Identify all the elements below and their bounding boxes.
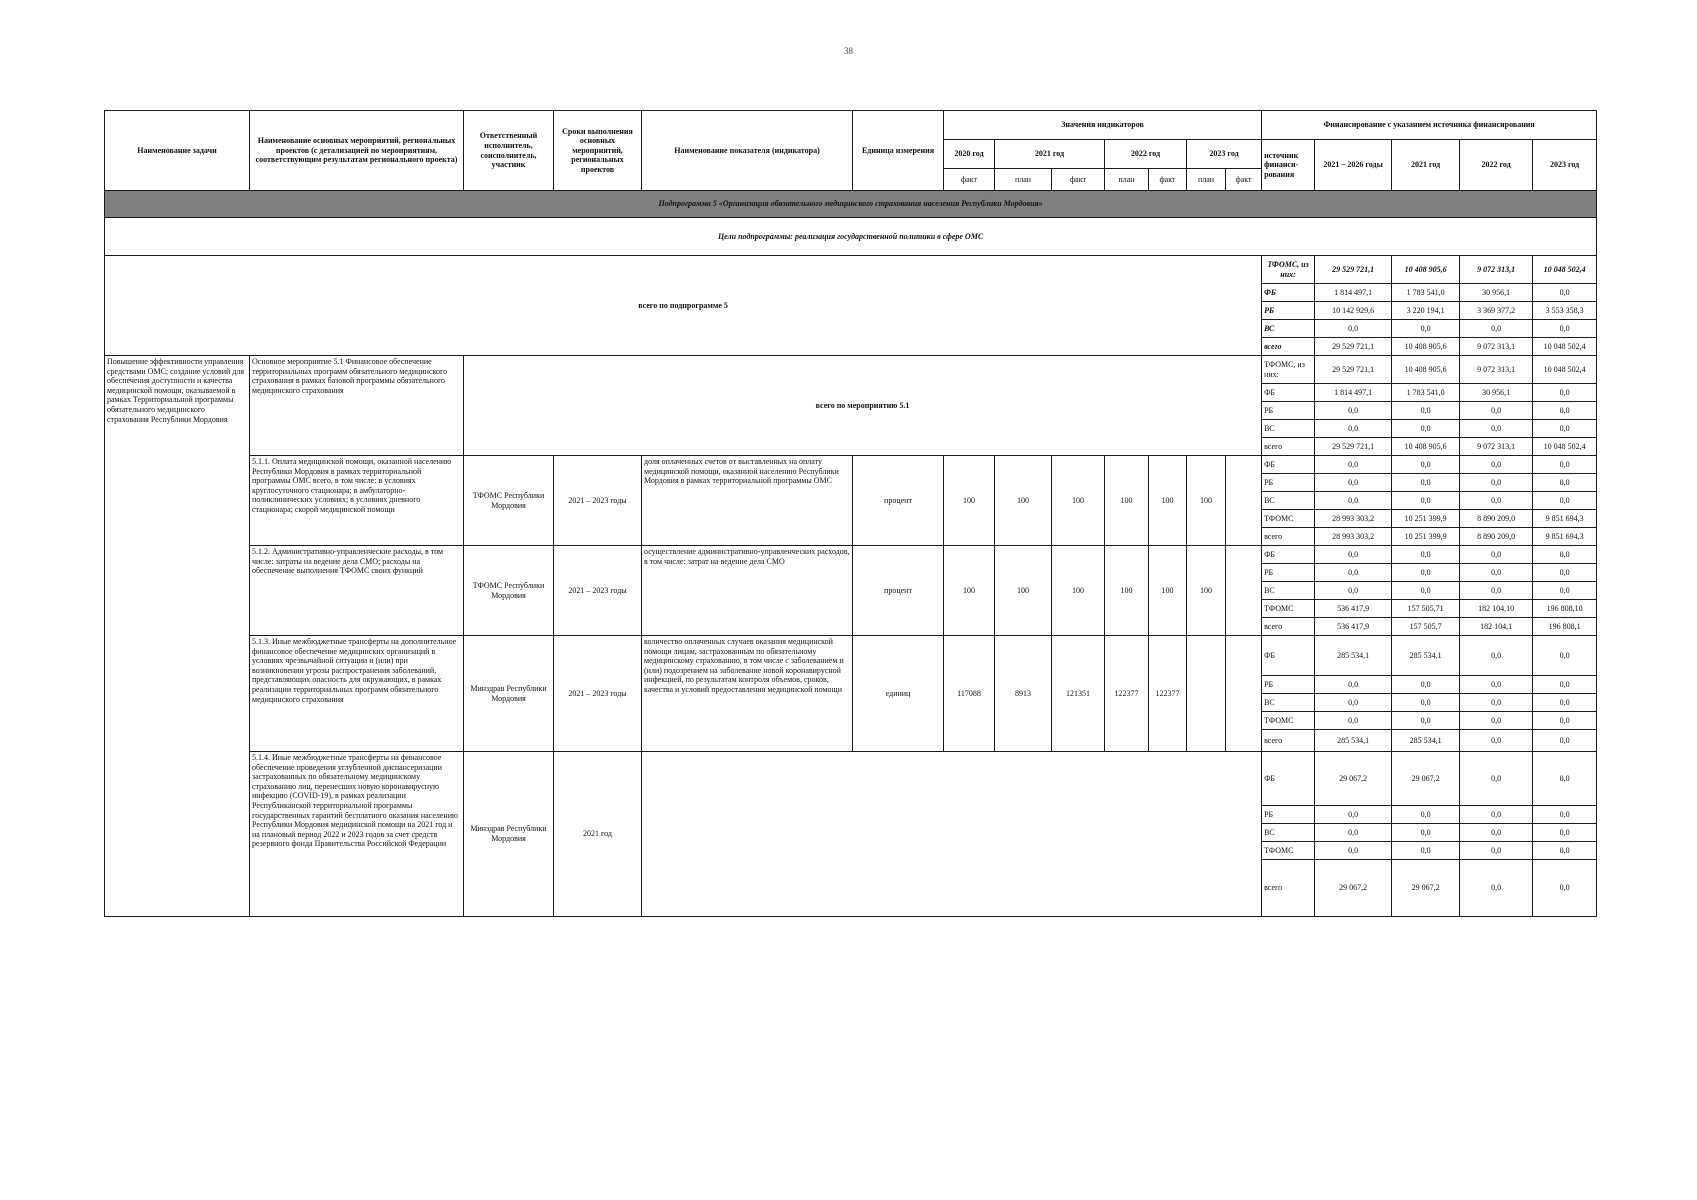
fin-value: 10 408 905,6 [1392, 338, 1460, 356]
header-2022: 2022 год [1105, 140, 1187, 169]
fin-value: 285 534,1 [1392, 730, 1460, 752]
fin-value: 0,0 [1460, 824, 1533, 842]
fin-source: всего [1262, 438, 1315, 456]
fin-value: 0,0 [1460, 320, 1533, 338]
header-2020: 2020 год [944, 140, 995, 169]
fin-value: 0,0 [1533, 474, 1597, 492]
fin-value: 0,0 [1392, 456, 1460, 474]
subprogram-goal: Цели подпрограммы: реализация государственной политики в сфере ОМС [105, 218, 1597, 256]
event-indicator-empty [642, 752, 1262, 917]
fin-value: 10 408 905,6 [1392, 356, 1460, 384]
fin-value: 0,0 [1392, 842, 1460, 860]
fin-value: 1 783 541,0 [1392, 384, 1460, 402]
fin-value: 157 505,71 [1392, 600, 1460, 618]
header-2021-fact: факт [1052, 169, 1105, 191]
event-responsible: Минздрав Республики Мордовия [464, 636, 554, 752]
indicator-value: 100 [995, 546, 1052, 636]
fin-value: 536 417,9 [1315, 618, 1392, 636]
fin-value: 0,0 [1460, 752, 1533, 806]
indicator-value: 100 [944, 456, 995, 546]
fin-source: ВС [1262, 694, 1315, 712]
fin-value: 29 529 721,1 [1315, 438, 1392, 456]
fin-value: 29 067,2 [1315, 752, 1392, 806]
program-table [104, 110, 1597, 917]
fin-value: 0,0 [1315, 806, 1392, 824]
fin-value: 1 783 541,0 [1392, 284, 1460, 302]
indicator-value: 117088 [944, 636, 995, 752]
fin-source: РБ [1262, 402, 1315, 420]
event-indicator: осуществление административно-управленческих расходов, в том числе: затрат на ведение дела СМО [642, 546, 853, 636]
fin-value: 536 417,9 [1315, 600, 1392, 618]
fin-value: 9 072 313,1 [1460, 438, 1533, 456]
fin-value: 10 251 399,9 [1392, 528, 1460, 546]
fin-value: 10 408 905,6 [1392, 438, 1460, 456]
header-task: Наименование задачи [105, 111, 250, 191]
header-f-2023: 2023 год [1533, 140, 1597, 191]
fin-value: 0,0 [1392, 694, 1460, 712]
fin-value: 0,0 [1315, 492, 1392, 510]
fin-value: 0,0 [1533, 806, 1597, 824]
fin-value: 0,0 [1315, 320, 1392, 338]
fin-value: 28 993 303,2 [1315, 528, 1392, 546]
fin-value: 0,0 [1533, 492, 1597, 510]
fin-value: 0,0 [1460, 420, 1533, 438]
fin-value: 0,0 [1392, 676, 1460, 694]
header-2022-plan: план [1105, 169, 1149, 191]
fin-value: 0,0 [1533, 752, 1597, 806]
fin-value: 0,0 [1315, 824, 1392, 842]
fin-source: ФБ [1262, 384, 1315, 402]
indicator-value: 100 [944, 546, 995, 636]
fin-value: 0,0 [1533, 456, 1597, 474]
header-responsible: Ответственный исполнитель, соисполнитель, участник [464, 111, 554, 191]
fin-value: 0,0 [1315, 694, 1392, 712]
indicator-value [1187, 636, 1226, 752]
fin-value: 8 890 209,0 [1460, 510, 1533, 528]
fin-value: 0,0 [1460, 860, 1533, 917]
header-events: Наименование основных мероприятий, региональных проектов (с детализацией по мероприятиям, соответствующим результатам регионального проекта) [250, 111, 464, 191]
fin-value: 0,0 [1460, 712, 1533, 730]
fin-source: всего [1262, 338, 1315, 356]
fin-value: 9 072 313,1 [1460, 338, 1533, 356]
fin-value: 196 808,10 [1533, 600, 1597, 618]
fin-value: 285 534,1 [1315, 730, 1392, 752]
fin-value: 0,0 [1460, 636, 1533, 676]
header-f-total: 2021 – 2026 годы [1315, 140, 1392, 191]
fin-value: 29 067,2 [1392, 752, 1460, 806]
event-unit: процент [853, 546, 944, 636]
fin-value: 0,0 [1315, 676, 1392, 694]
indicator-value [1226, 546, 1262, 636]
fin-value: 30 956,1 [1460, 284, 1533, 302]
indicator-value: 122377 [1105, 636, 1149, 752]
fin-value: 10 408 905,6 [1392, 256, 1460, 284]
fin-value: 0,0 [1533, 582, 1597, 600]
header-f-2021: 2021 год [1392, 140, 1460, 191]
header-2021: 2021 год [995, 140, 1105, 169]
fin-source: ТФОМС, из них: [1262, 256, 1315, 284]
fin-value: 0,0 [1460, 806, 1533, 824]
header-terms: Сроки выполнения основных мероприятий, региональных проектов [554, 111, 642, 191]
fin-value: 0,0 [1315, 456, 1392, 474]
fin-value: 3 553 358,3 [1533, 302, 1597, 320]
indicator-value: 121351 [1052, 636, 1105, 752]
event-term: 2021 – 2023 годы [554, 636, 642, 752]
fin-value: 0,0 [1315, 420, 1392, 438]
fin-value: 0,0 [1533, 420, 1597, 438]
fin-value: 0,0 [1533, 860, 1597, 917]
fin-value: 29 529 721,1 [1315, 256, 1392, 284]
event-unit: процент [853, 456, 944, 546]
fin-value: 0,0 [1533, 824, 1597, 842]
fin-value: 0,0 [1392, 546, 1460, 564]
fin-value: 285 534,1 [1392, 636, 1460, 676]
indicator-value: 100 [1187, 546, 1226, 636]
indicator-value: 100 [1052, 456, 1105, 546]
fin-value: 9 072 313,1 [1460, 356, 1533, 384]
fin-source: всего [1262, 860, 1315, 917]
fin-value: 0,0 [1392, 492, 1460, 510]
fin-value: 0,0 [1533, 384, 1597, 402]
task-name: Повышение эффективности управления средствами ОМС; создание условий для обеспечения доступности и качества медицинской помощи, оказываемой в рамках Территориальной программы обязательного медицинского страхования Республики Мордовия [105, 356, 250, 456]
fin-value: 0,0 [1460, 456, 1533, 474]
fin-value: 1 814 497,1 [1315, 384, 1392, 402]
fin-source: ТФОМС [1262, 712, 1315, 730]
fin-value: 0,0 [1392, 474, 1460, 492]
fin-value: 1 814 497,1 [1315, 284, 1392, 302]
fin-value: 0,0 [1533, 636, 1597, 676]
event-term: 2021 – 2023 годы [554, 456, 642, 546]
fin-value: 30 956,1 [1460, 384, 1533, 402]
fin-source: ВС [1262, 492, 1315, 510]
fin-value: 0,0 [1533, 694, 1597, 712]
fin-source: ВС [1262, 320, 1315, 338]
indicator-value: 100 [1052, 546, 1105, 636]
fin-value: 0,0 [1392, 582, 1460, 600]
fin-source: ТФОМС [1262, 510, 1315, 528]
event-term: 2021 год [554, 752, 642, 917]
fin-source: РБ [1262, 564, 1315, 582]
fin-value: 0,0 [1315, 842, 1392, 860]
indicator-value [1226, 456, 1262, 546]
header-indicator: Наименование показателя (индикатора) [642, 111, 853, 191]
fin-value: 0,0 [1392, 402, 1460, 420]
fin-value: 182 104,10 [1460, 600, 1533, 618]
fin-source: ВС [1262, 582, 1315, 600]
fin-value: 285 534,1 [1315, 636, 1392, 676]
event-indicator: доля оплаченных счетов от выставленных на оплату медицинской помощи, оказанной населению Республики Мордовия в рамках территориальной программы ОМС [642, 456, 853, 546]
header-source: источник финанси-рования [1262, 140, 1315, 191]
fin-value: 0,0 [1315, 474, 1392, 492]
total-subprogram-label: всего по подпрограмме 5 [105, 256, 1262, 356]
fin-source: ФБ [1262, 752, 1315, 806]
event-unit: единиц [853, 636, 944, 752]
fin-value: 157 505,7 [1392, 618, 1460, 636]
event-indicator: количество оплаченных случаев оказания медицинской помощи лицам, застрахованным по обязательному медицинскому страхованию, в том числе с заболеванием и (или) подозрением на заболевание новой коронавирусной инфекцией, по результатам контроля объемов, сроков, качества и условий предоставления медицинской помощи [642, 636, 853, 752]
fin-value: 0,0 [1392, 320, 1460, 338]
fin-source: ФБ [1262, 456, 1315, 474]
event-name: 5.1.2. Административно-управленческие расходы, в том числе: затраты на ведение дела СМО; расходы на обеспечение выполнения ТФОМС своих функций [250, 546, 464, 636]
fin-value: 0,0 [1315, 546, 1392, 564]
fin-source: ТФОМС, из них: [1262, 356, 1315, 384]
fin-source: РБ [1262, 474, 1315, 492]
event-responsible: ТФОМС Республики Мордовия [464, 456, 554, 546]
fin-value: 0,0 [1533, 402, 1597, 420]
fin-value: 0,0 [1533, 676, 1597, 694]
fin-value: 0,0 [1533, 842, 1597, 860]
fin-source: ТФОМС [1262, 600, 1315, 618]
event-name: 5.1.4. Иные межбюджетные трансферты на финансовое обеспечение проведения углубленной диспансеризации застрахованных по обязательному медицинскому страхованию лиц, перенесших новую коронавирусную инфекцию (COVID-19), в рамках реализации Республиканской территориальной программы государственных гарантий бесплатного оказания населению Республики Мордовия медицинской помощи на 2021 год и на плановый период 2022 и 2023 годов за счет средств резервного фонда Правительства Российской Федерации [250, 752, 464, 917]
fin-value: 0,0 [1392, 712, 1460, 730]
indicator-value: 100 [1149, 546, 1187, 636]
fin-value: 9 851 694,3 [1533, 510, 1597, 528]
fin-value: 0,0 [1315, 564, 1392, 582]
fin-value: 0,0 [1533, 564, 1597, 582]
fin-value: 0,0 [1460, 582, 1533, 600]
fin-value: 0,0 [1392, 564, 1460, 582]
fin-value: 29 067,2 [1315, 860, 1392, 917]
indicator-value: 100 [1149, 456, 1187, 546]
header-financing: Финансирование с указанием источника финансирования [1262, 111, 1597, 140]
fin-source: ВС [1262, 824, 1315, 842]
indicator-value: 100 [1105, 456, 1149, 546]
fin-source: ВС [1262, 420, 1315, 438]
event-responsible: ТФОМС Республики Мордовия [464, 546, 554, 636]
event-main-label: всего по мероприятию 5.1 [464, 356, 1262, 456]
indicator-value: 122377 [1149, 636, 1187, 752]
fin-value: 9 072 313,1 [1460, 256, 1533, 284]
fin-source: РБ [1262, 302, 1315, 320]
fin-value: 0,0 [1460, 676, 1533, 694]
fin-value: 10 142 929,6 [1315, 302, 1392, 320]
fin-value: 10 251 399,9 [1392, 510, 1460, 528]
fin-value: 196 808,1 [1533, 618, 1597, 636]
header-2020-fact: факт [944, 169, 995, 191]
header-2023-plan: план [1187, 169, 1226, 191]
fin-value: 0,0 [1315, 582, 1392, 600]
fin-value: 0,0 [1460, 402, 1533, 420]
fin-value: 0,0 [1533, 284, 1597, 302]
header-2023: 2023 год [1187, 140, 1262, 169]
fin-source: ФБ [1262, 636, 1315, 676]
fin-value: 0,0 [1315, 712, 1392, 730]
indicator-value: 100 [995, 456, 1052, 546]
fin-value: 28 993 303,2 [1315, 510, 1392, 528]
indicator-value: 100 [1187, 456, 1226, 546]
event-name: 5.1.3. Иные межбюджетные трансферты на дополнительное финансовое обеспечение медицинских организаций в условиях чрезвычайной ситуации и (или) при возникновении угрозы распространения заболеваний, представляющих опасность для окружающих, в рамках реализации территориальных программ обязательного медицинского страхования [250, 636, 464, 752]
header-f-2022: 2022 год [1460, 140, 1533, 191]
fin-value: 0,0 [1460, 694, 1533, 712]
indicator-value: 100 [1105, 546, 1149, 636]
fin-value: 0,0 [1315, 402, 1392, 420]
fin-value: 29 067,2 [1392, 860, 1460, 917]
fin-value: 10 048 502,4 [1533, 356, 1597, 384]
fin-value: 10 048 502,4 [1533, 256, 1597, 284]
fin-value: 0,0 [1392, 824, 1460, 842]
fin-source: РБ [1262, 676, 1315, 694]
fin-source: ТФОМС [1262, 842, 1315, 860]
header-2023-fact: факт [1226, 169, 1262, 191]
fin-value: 9 851 694,3 [1533, 528, 1597, 546]
fin-value: 182 104,1 [1460, 618, 1533, 636]
fin-value: 0,0 [1533, 712, 1597, 730]
fin-value: 10 048 502,4 [1533, 338, 1597, 356]
fin-value: 0,0 [1460, 546, 1533, 564]
fin-value: 0,0 [1533, 730, 1597, 752]
event-name: 5.1.1. Оплата медицинской помощи, оказанной населению Республики Мордовия в рамках территориальной программы ОМС всего, в том числе: в условиях круглосуточного стационара; в амбулаторно-поликлинических условиях; в условиях дневного стационара; скорой медицинской помощи [250, 456, 464, 546]
header-2021-plan: план [995, 169, 1052, 191]
indicator-value: 8913 [995, 636, 1052, 752]
fin-value: 0,0 [1460, 474, 1533, 492]
fin-source: всего [1262, 730, 1315, 752]
fin-value: 3 369 377,2 [1460, 302, 1533, 320]
fin-value: 0,0 [1460, 842, 1533, 860]
fin-value: 8 890 209,0 [1460, 528, 1533, 546]
fin-value: 0,0 [1533, 546, 1597, 564]
fin-source: всего [1262, 618, 1315, 636]
fin-source: всего [1262, 528, 1315, 546]
indicator-value [1226, 636, 1262, 752]
fin-source: ФБ [1262, 546, 1315, 564]
page-number: 38 [844, 46, 853, 56]
fin-value: 0,0 [1392, 806, 1460, 824]
event-main-name: Основное мероприятие 5.1 Финансовое обеспечение территориальных программ обязательного медицинского страхования в рамках базовой программы обязательного медицинского страхования [250, 356, 464, 456]
fin-source: ФБ [1262, 284, 1315, 302]
event-responsible: Минздрав Республики Мордовия [464, 752, 554, 917]
fin-value: 0,0 [1533, 320, 1597, 338]
subprogram-title: Подпрограмма 5 «Организация обязательного медицинского страхования населения Республики Мордовия» [105, 191, 1597, 218]
fin-value: 0,0 [1460, 564, 1533, 582]
event-term: 2021 – 2023 годы [554, 546, 642, 636]
fin-value: 0,0 [1392, 420, 1460, 438]
task-column-continuation [105, 456, 250, 917]
fin-value: 0,0 [1460, 730, 1533, 752]
fin-value: 29 529 721,1 [1315, 338, 1392, 356]
fin-value: 0,0 [1460, 492, 1533, 510]
fin-value: 10 048 502,4 [1533, 438, 1597, 456]
header-unit: Единица измерения [853, 111, 944, 191]
fin-source: РБ [1262, 806, 1315, 824]
fin-value: 3 220 194,1 [1392, 302, 1460, 320]
header-2022-fact: факт [1149, 169, 1187, 191]
header-indicator-values: Значения индикаторов [944, 111, 1262, 140]
fin-value: 29 529 721,1 [1315, 356, 1392, 384]
